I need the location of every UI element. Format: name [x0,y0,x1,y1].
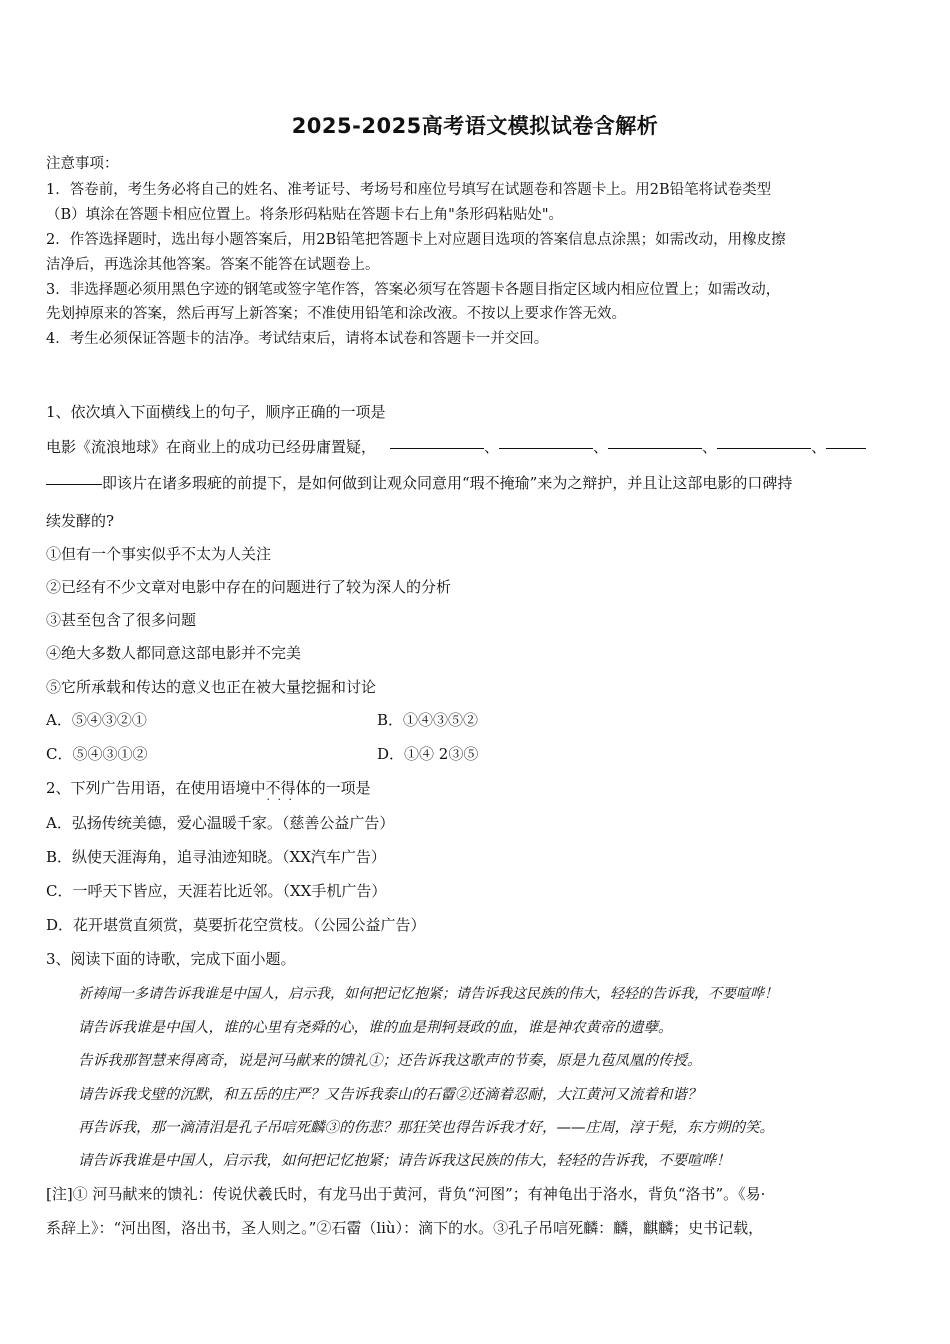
q2-option-a: A．弘扬传统美德，爱心温暖千家。（慈善公益广告） [46,814,395,832]
poem-line: 祈祷闻一多请告诉我谁是中国人，启示我，如何把记忆抱紧；请告诉我这民族的伟大，轻轻的告诉我，不要喧哗！ [78,986,778,1002]
separator: 、 [702,438,718,456]
poem-note: [注]① 河马献来的馈礼：传说伏羲氏时，有龙马出于黄河，背负“河图”；有神龟出于洛水，背负“洛书”。《易· [46,1185,766,1203]
notice-line: 先划掉原来的答案，然后再写上新答案；不准使用铅笔和涂改液。不按以上要求作答无效。 [46,306,626,322]
q1-option-a: A．⑤④③②① [46,711,147,729]
q1-sentence: ③甚至包含了很多问题 [46,611,197,629]
notice-line: 4．考生必须保证答题卡的洁净。考试结束后，请将本试卷和答题卡一并交回。 [46,331,549,347]
q1-sentence: ②已经有不少文章对电影中存在的问题进行了较为深人的分析 [46,578,452,596]
notice-line: 洁净后，再选涂其他答案。答案不能答在试题卷上。 [46,257,380,273]
poem-line: 告诉我那智慧来得离奇，说是河马献来的馈礼①；还告诉我这歌声的节奏，原是九苞凤凰的传授。 [78,1053,702,1069]
poem-line: 请告诉我戈壁的沉默，和五岳的庄严？又告诉我泰山的石霤②还滴着忍耐，大江黄河又流着和谐？ [78,1087,702,1103]
separator: 、 [593,438,609,456]
notice-line: 2．作答选择题时，选出每小题答案后，用2B铅笔把答题卡上对应题目选项的答案信息点涂黑；如需改动，用橡皮擦 [46,232,786,248]
q1-continuation [46,472,792,493]
q1-text-end: 续发酵的? [46,512,115,530]
q2-option-d: D．花开堪赏直须赏，莫要折花空赏枝。（公园公益广告） [46,916,426,934]
fill-blank [826,447,866,449]
notice-heading: 注意事项： [46,156,119,172]
poem-line: 请告诉我谁是中国人，谁的心里有尧舜的心，谁的血是荆轲聂政的血，谁是神农黄帝的遗孽。 [78,1020,673,1036]
separator: 、 [484,438,500,456]
q1-sentence: ⑤它所承载和传达的意义也正在被大量挖掘和讨论 [46,678,377,696]
poem-line: 再告诉我，那一滴清泪是孔子吊唁死麟③的伤悲？那狂笑也得告诉我才好，——庄周，淳于髡，东方朔的笑。 [78,1120,774,1136]
q1-sentence: ①但有一个事实似乎不太为人关注 [46,545,272,563]
page-title: 2025-2025高考语文模拟试卷含解析 [291,114,659,138]
q1-sentence: ④绝大多数人都同意这部电影并不完美 [46,644,302,662]
q2-option-b: B．纵使天涯海角，追寻油迹知晓。（XX汽车广告） [46,848,386,866]
q2-option-c: C．一呼天下皆应，天涯若比近邻。（XX手机广告） [46,882,387,900]
poem-line: 请告诉我谁是中国人，启示我，如何把记忆抱紧；请告诉我这民族的伟大，轻轻的告诉我，不要喧哗！ [78,1153,731,1169]
q3-stem: 3、阅读下面的诗歌，完成下面小题。 [46,950,296,968]
q1-option-d: D．①④ 2③⑤ [377,745,479,763]
q1-option-b: B．①④③⑤② [377,711,479,729]
poem-note: 系辞上》：“河出图，洛出书，圣人则之。”②石霤（liù）：滴下的水。③孔子吊唁死麟：麟，麒麟；史书记载， [46,1219,764,1237]
q1-stem: 1、依次填入下面横线上的句子，顺序正确的一项是 [46,403,386,421]
q2-stem-pre: 2、下列广告用语，在使用语境中 [46,779,266,797]
fill-blank [46,483,102,485]
q1-text-middle: 即该片在诸多瑕疵的前提下，是如何做到让观众同意用“瑕不掩瑜”来为之辩护，并且让这部电影的口碑持 [102,474,793,492]
q2-stem-emphasis: 不得体 · · · [266,779,311,797]
notice-line: 3．非选择题必须用黑色字迹的钢笔或签字笔作答，答案必须写在答题卡各题目指定区域内相应位置上；如需改动， [46,282,781,298]
fill-blank [499,447,593,449]
separator: 、 [811,438,827,456]
notice-line: 1．答卷前，考生务必将自己的姓名、准考证号、考场号和座位号填写在试题卷和答题卡上。用2B铅笔将试卷类型 [46,182,772,198]
notice-line: （B）填涂在答题卡相应位置上。将条形码粘贴在答题卡右上角"条形码粘贴处"。 [46,207,563,223]
q1-fill-line [46,436,866,457]
fill-blank [717,447,811,449]
fill-blank [608,447,702,449]
q1-text-start: 电影《流浪地球》在商业上的成功已经毋庸置疑， [46,438,377,456]
q2-stem [46,777,371,798]
q2-stem-post: 的一项是 [310,779,371,797]
fill-blank [390,447,484,449]
q1-option-c: C．⑤④③①② [46,745,148,763]
